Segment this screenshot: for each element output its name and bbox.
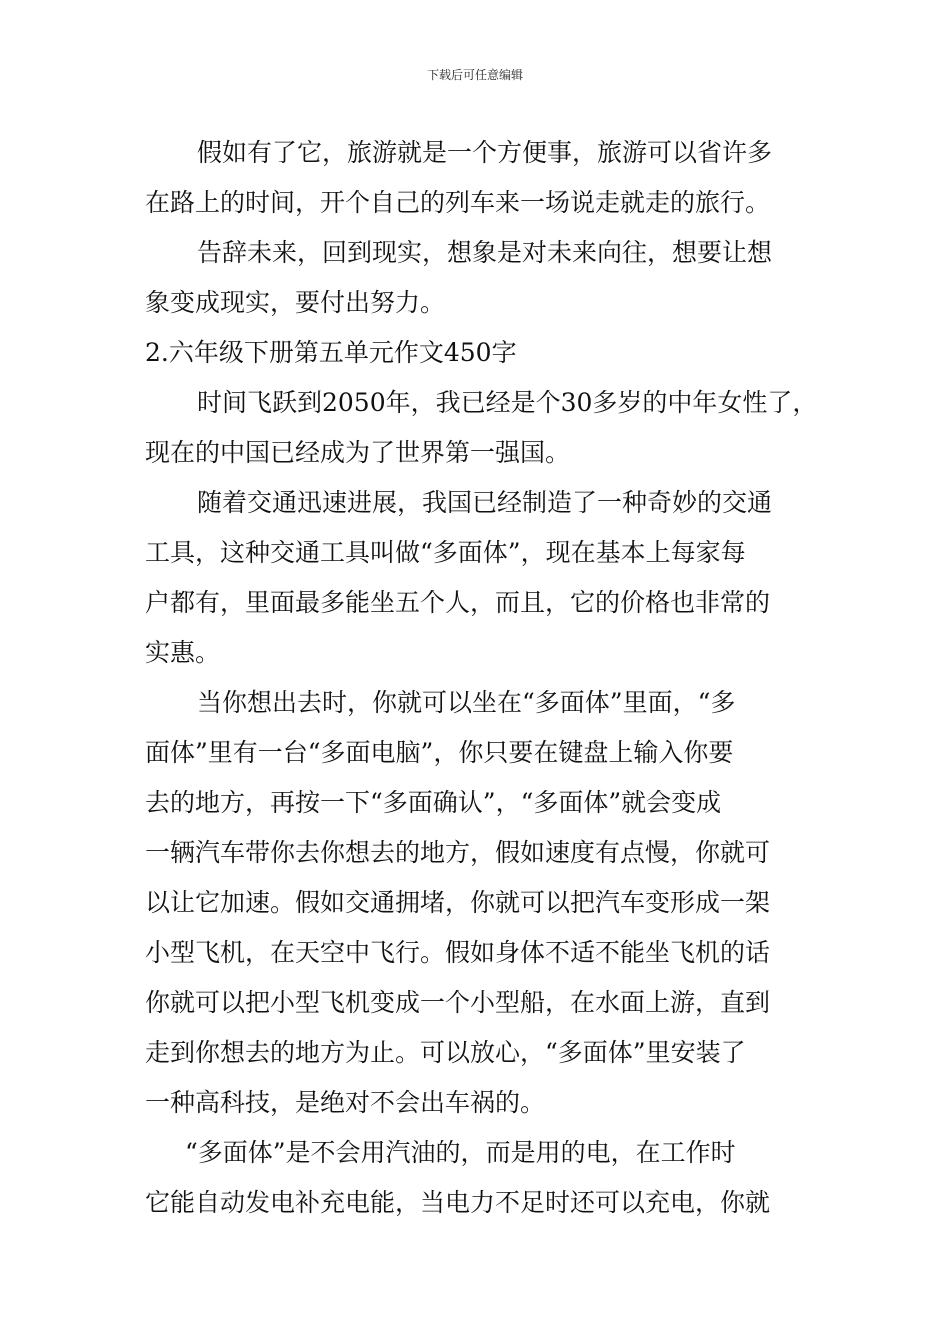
page-header-note: 下载后可任意编辑	[426, 68, 523, 82]
paragraph-line: 走到你想去的地方为止。可以放心，“多面体”里安装了	[145, 1038, 746, 1067]
paragraph-line: 时间飞跃到2050年，我已经是个30多岁的中年女性了，	[197, 388, 818, 417]
paragraph-line: 工具，这种交通工具叫做“多面体”，现在基本上每家每	[145, 538, 746, 567]
paragraph-line: 现在的中国已经成为了世界第一强国。	[145, 438, 571, 467]
section-heading: 2.六年级下册第五单元作文450字	[145, 338, 517, 367]
paragraph-line: “多面体”是不会用汽油的，而是用的电，在工作时	[185, 1138, 736, 1167]
paragraph-line: 它能自动发电补充电能，当电力不足时还可以充电，你就	[145, 1188, 771, 1217]
paragraph-line: 象变成现实，要付出努力。	[145, 288, 446, 317]
paragraph-line: 当你想出去时，你就可以坐在“多面体”里面，“多	[197, 688, 736, 717]
paragraph-line: 小型飞机，在天空中飞行。假如身体不适不能坐飞机的话	[145, 938, 771, 967]
paragraph-line: 假如有了它，旅游就是一个方便事，旅游可以省许多	[197, 138, 773, 167]
paragraph-line: 告辞未来，回到现实，想象是对未来向往，想要让想	[197, 238, 773, 267]
paragraph-line: 一种高科技，是绝对不会出车祸的。	[145, 1088, 546, 1117]
paragraph-line: 去的地方，再按一下“多面确认”，“多面体”就会变成	[145, 788, 722, 817]
paragraph-line: 以让它加速。假如交通拥堵，你就可以把汽车变形成一架	[145, 888, 771, 917]
paragraph-line: 你就可以把小型飞机变成一个小型船，在水面上游，直到	[145, 988, 771, 1017]
essay-body	[145, 128, 818, 1228]
paragraph-line: 面体”里有一台“多面电脑”，你只要在键盘上输入你要	[145, 738, 734, 767]
paragraph-line: 户都有，里面最多能坐五个人，而且，它的价格也非常的	[145, 588, 771, 617]
paragraph-line: 在路上的时间，开个自己的列车来一场说走就走的旅行。	[145, 188, 771, 217]
paragraph-line: 实惠。	[145, 638, 221, 667]
paragraph-line: 随着交通迅速进展，我国已经制造了一种奇妙的交通	[197, 488, 773, 517]
paragraph-line: 一辆汽车带你去你想去的地方，假如速度有点慢，你就可	[145, 838, 771, 867]
